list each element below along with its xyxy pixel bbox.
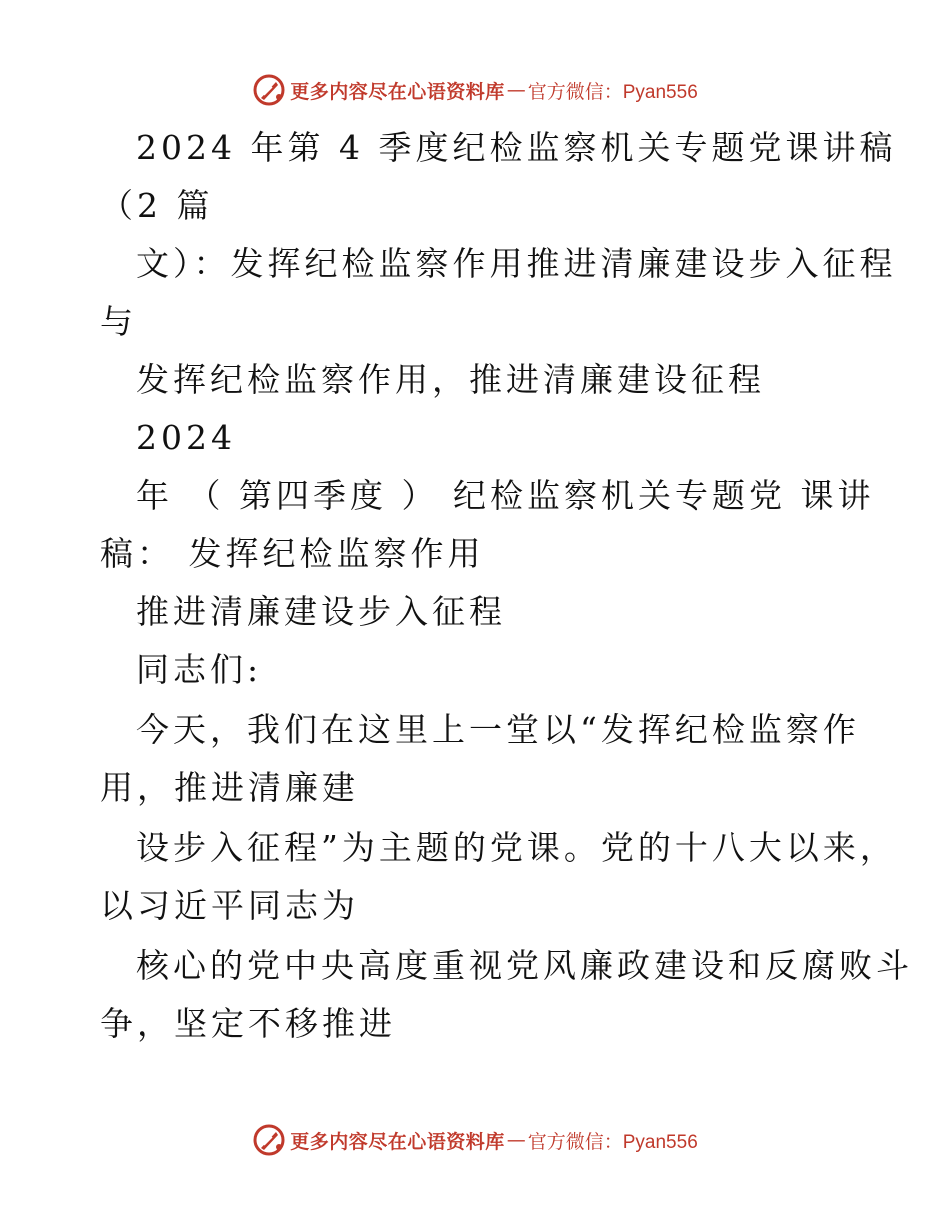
- banner-dash: —: [506, 79, 526, 101]
- doc-paragraph-line: 发挥纪检监察作用，推进清廉建设征程: [136, 360, 765, 399]
- banner-brand: 更多内容尽在心语资料库: [290, 80, 505, 103]
- doc-title-line-2: （2 篇: [100, 186, 214, 225]
- doc-title-line-4: 与: [100, 302, 137, 341]
- banner-brand: 更多内容尽在心语资料库: [290, 1130, 505, 1153]
- footer-banner: [0, 1120, 950, 1160]
- doc-salutation: 同志们:: [136, 650, 263, 689]
- doc-paragraph-line: 年 （ 第四季度 ） 纪检监察机关专题党 课讲: [136, 476, 875, 515]
- doc-paragraph-line: 争，坚定不移推进: [100, 1004, 396, 1043]
- doc-paragraph-line: 核心的党中央高度重视党风廉政建设和反腐败斗: [136, 946, 913, 985]
- feather-pen-icon: [252, 73, 286, 107]
- banner-dash: —: [506, 1129, 526, 1151]
- header-banner: [0, 70, 950, 110]
- doc-title-line-1: 2024 年第 4 季度纪检监察机关专题党课讲稿: [136, 128, 897, 167]
- doc-paragraph-line: 今天，我们在这里上一堂以“发挥纪检监察作: [136, 710, 860, 749]
- doc-paragraph-line: 以习近平同志为: [100, 886, 359, 925]
- banner-contact: 官方微信：Pyan556: [527, 1131, 698, 1153]
- doc-paragraph-line: 设步入征程”为主题的党课。党的十八大以来，: [136, 828, 897, 867]
- banner-contact: 官方微信：Pyan556: [527, 81, 698, 103]
- doc-paragraph-line: 稿： 发挥纪检监察作用: [100, 534, 485, 573]
- doc-paragraph-line: 2024: [136, 418, 236, 457]
- doc-paragraph-line: 推进清廉建设步入征程: [136, 592, 506, 631]
- doc-title-line-3: 文）：发挥纪检监察作用推进清廉建设步入征程: [136, 244, 897, 283]
- doc-paragraph-line: 用，推进清廉建: [100, 768, 359, 807]
- feather-pen-icon: [252, 1123, 286, 1157]
